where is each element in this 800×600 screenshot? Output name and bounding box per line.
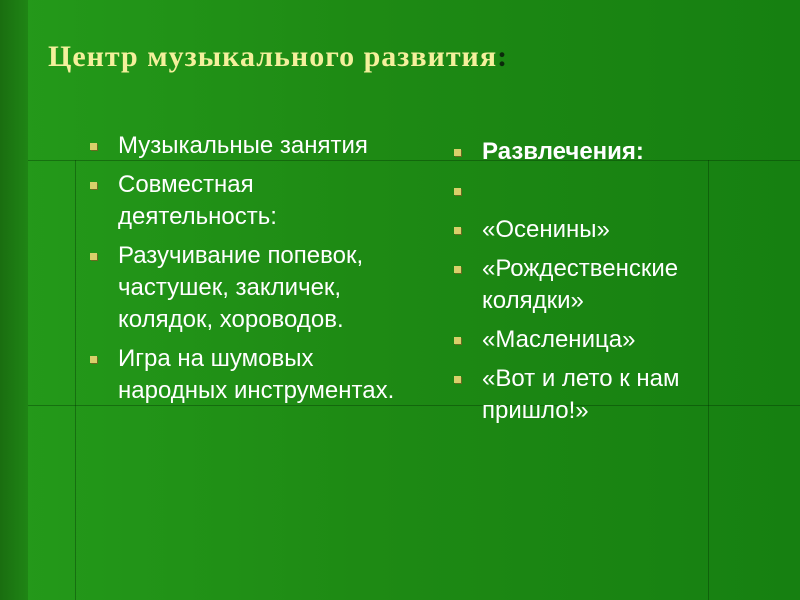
bullet-icon [90,356,97,363]
background-left-band [0,0,28,600]
list-item-text: «Осенины» [482,216,610,243]
bullet-icon [454,337,461,344]
bullet-icon [90,253,97,260]
list-item [452,363,772,427]
slide-title-colon: : [497,40,509,73]
list-item [88,240,418,336]
background-line [75,160,76,600]
bullet-icon [90,143,97,150]
bullet-icon [454,266,461,273]
list-item-text: «Вот и лето к нам пришло!» [482,365,680,424]
right-bullet-list [452,136,772,434]
list-item [88,169,418,233]
list-item [452,253,772,317]
list-item-empty [452,175,772,207]
list-item-text: «Масленица» [482,326,636,353]
left-bullet-list [88,130,418,414]
list-item-text: Разучивание попевок, частушек, закличек, колядок, хороводов. [118,242,364,333]
list-item [88,343,418,407]
list-item-text: Совместная деятельность: [118,171,277,230]
bullet-icon [454,188,461,195]
bullet-icon [454,227,461,234]
bullet-icon [90,182,97,189]
bullet-icon [454,149,461,156]
list-item [88,130,418,162]
list-heading-text: Развлечения: [482,138,644,165]
list-heading [452,136,772,168]
list-item-text: Музыкальные занятия [118,132,368,159]
slide-title [48,40,508,74]
list-item-text: Игра на шумовых народных инструментах. [118,345,395,404]
bullet-icon [454,376,461,383]
slide-title-text: Центр музыкального развития [48,40,498,73]
list-item-text: «Рождественские колядки» [482,255,679,314]
list-item [452,324,772,356]
list-item [452,214,772,246]
